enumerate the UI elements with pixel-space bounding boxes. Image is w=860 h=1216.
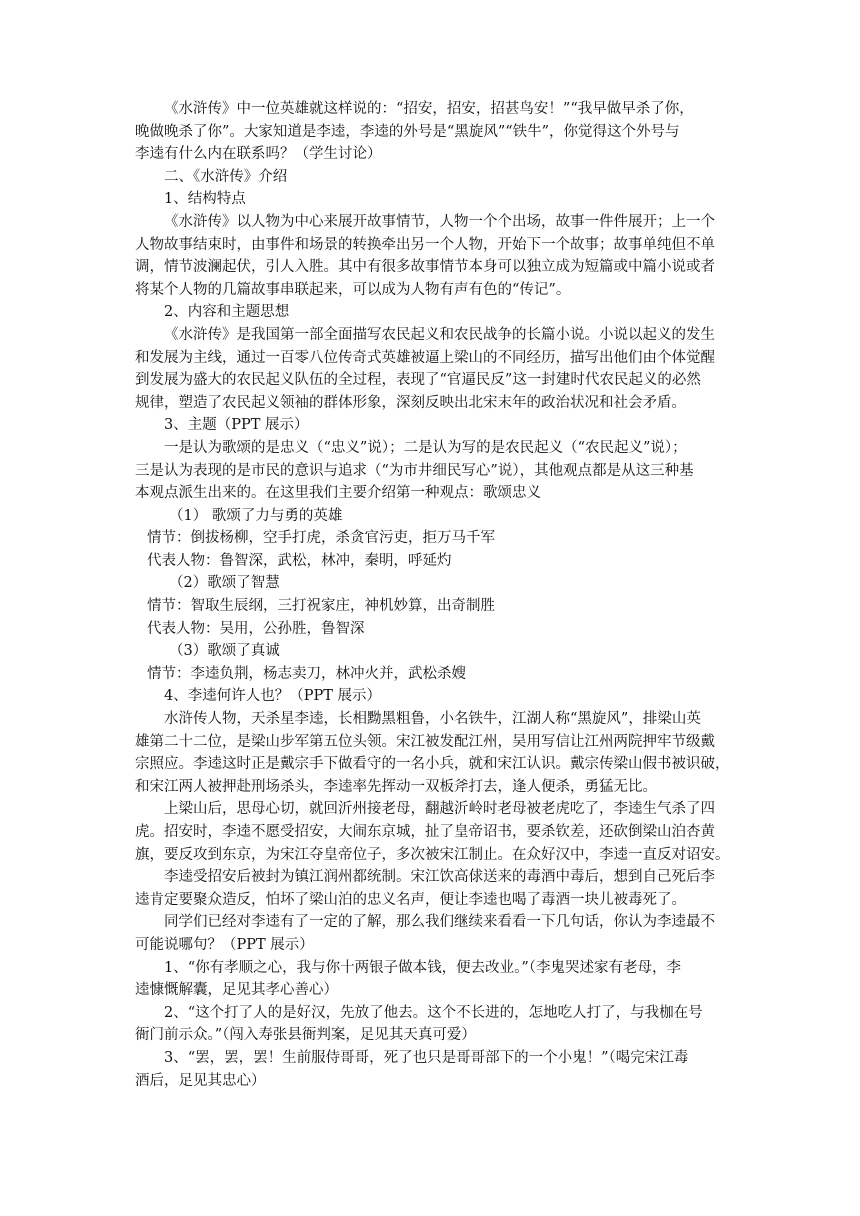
text-line: 晚做晚杀了你”。大家知道是李逵，李逵的外号是“黑旋风”“铁牛”，你觉得这个外号与 (135, 123, 680, 140)
text-line: 李逵有什么内在联系吗？（学生讨论） (135, 146, 382, 163)
text-line: 和宋江两人被押赴刑场杀头，李逵率先挥动一双板斧打去，逢人便杀，勇猛无比。 (135, 778, 657, 795)
text-line: 旗，要反攻到东京，为宋江夺皇帝位子，多次被宋江制止。在众好汉中，李逵一直反对诏安。 (135, 846, 730, 863)
text-line: 二、《水浒传》介绍 (164, 168, 288, 185)
text-line: 李逵受招安后被封为镇江润州都统制。宋江饮高俅送来的毒酒中毒后，想到自己死后李 (164, 869, 715, 886)
text-line: 将某个人物的几篇故事串联起来，可以成为人物有声有色的“传记”。 (135, 281, 571, 298)
text-line: 4、李逵何许人也？（PPT 展示） (164, 688, 382, 705)
text-line: 调，情节波澜起伏，引人入胜。其中有很多故事情节本身可以独立成为短篇或中篇小说或者 (135, 259, 715, 276)
text-line: 到发展为盛大的农民起义队伍的全过程，表现了“官逼民反”这一封建时代农民起义的必然 (135, 372, 701, 389)
text-line: 1、结构特点 (164, 191, 246, 208)
text-line: 《水浒传》中一位英雄就这样说的：“招安，招安，招甚鸟安！”“我早做早杀了你， (164, 101, 694, 117)
text-line: 1、“你有孝顺之心，我与你十两银子做本钱，便去改业。”（李鬼哭述家有老母，李 (164, 959, 682, 976)
text-line: 三是认为表现的是市民的意识与追求（“为市井细民写心”说），其他观点都是从这三种基 (135, 462, 694, 479)
text-line: 上梁山后，思母心切，就回沂州接老母，翻越沂岭时老母被老虎吃了，李逵生气杀了四 (164, 801, 715, 818)
text-line: 雄第二十二位，是梁山步军第五位头领。宋江被发配江州，吴用写信让江州两院押牢节级戴 (135, 733, 715, 750)
text-line: 虎。招安时，李逵不愿受招安，大闹东京城，扯了皇帝诏书，要杀钦差，还砍倒梁山泊杏黄 (135, 824, 715, 840)
text-line: 情节：智取生辰纲，三打祝家庄，神机妙算，出奇制胜 (147, 598, 495, 615)
text-line: 规律，塑造了农民起义领袖的群体形象，深刻反映出北宋末年的政治状况和社会矛盾。 (135, 394, 686, 411)
text-line: 本观点派生出来的。在这里我们主要介绍第一种观点：歌颂忠义 (135, 485, 541, 502)
text-line: 代表人物：吴用，公孙胜，鲁智深 (147, 620, 365, 637)
text-line: （1） 歌颂了力与勇的英雄 (169, 507, 343, 524)
text-line: 逵慷慨解囊，足见其孝心善心） (135, 982, 338, 999)
text-line: 酒后，足见其忠心） (135, 1072, 266, 1089)
text-line: 宗照应。李逵这时正是戴宗手下做看守的一名小兵，就和宋江认识。戴宗传梁山假书被识破， (135, 756, 730, 773)
text-line: 可能说哪句？（PPT 展示） (135, 936, 314, 953)
text-line: 《水浒传》是我国第一部全面描写农民起义和农民战争的长篇小说。小说以起义的发生 (164, 326, 715, 343)
text-line: 2、“这个打了人的是好汉，先放了他去。这个不长进的，怎地吃人打了，与我枷在号 (164, 1004, 703, 1021)
text-line: 代表人物：鲁智深，武松，林冲，秦明，呼延灼 (147, 552, 452, 569)
text-line: 衙门前示众。”（闯入寿张县衙判案，足见其天真可爱） (135, 1027, 476, 1044)
text-line: （2）歌颂了智慧 (169, 575, 280, 592)
text-line: 3、主题（PPT 展示） (164, 417, 309, 434)
text-line: 3、“罢，罢，罢！生前服侍哥哥，死了也只是哥哥部下的一个小鬼！”（喝完宋江毒 (164, 1049, 689, 1066)
text-line: 一是认为歌颂的是忠义（“忠义”说）；二是认为写的是农民起义（“农民起义”说）； (164, 439, 687, 456)
text-line: 2、内容和主题思想 (164, 304, 290, 321)
text-line: 《水浒传》以人物为中心来展开故事情节，人物一个个出场，故事一件件展开；上一个 (164, 213, 715, 230)
text-line: 人物故事结束时，由事件和场景的转换牵出另一个人物，开始下一个故事；故事单纯但不单 (135, 236, 715, 253)
text-line: 情节：李逵负荆，杨志卖刀，林冲火并，武松杀嫂 (147, 665, 466, 682)
text-line: 同学们已经对李逵有了一定的了解，那么我们继续来看看一下几句话，你认为李逵最不 (164, 914, 715, 931)
text-line: 和发展为主线，通过一百零八位传奇式英雄被逼上梁山的不同经历，描写出他们由个体觉醒 (135, 349, 715, 366)
text-line: 水浒传人物，天杀星李逵，长相黝黑粗鲁，小名铁牛，江湖人称“黑旋风”，排梁山英 (164, 711, 701, 728)
text-line: （3）歌颂了真诚 (169, 643, 280, 660)
text-line: 逵肯定要聚众造反，怕坏了梁山泊的忠义名声，便让李逵也喝了毒酒一块儿被毒死了。 (135, 891, 686, 908)
text-line: 情节：倒拔杨柳，空手打虎，杀贪官污吏，拒万马千军 (147, 530, 495, 547)
